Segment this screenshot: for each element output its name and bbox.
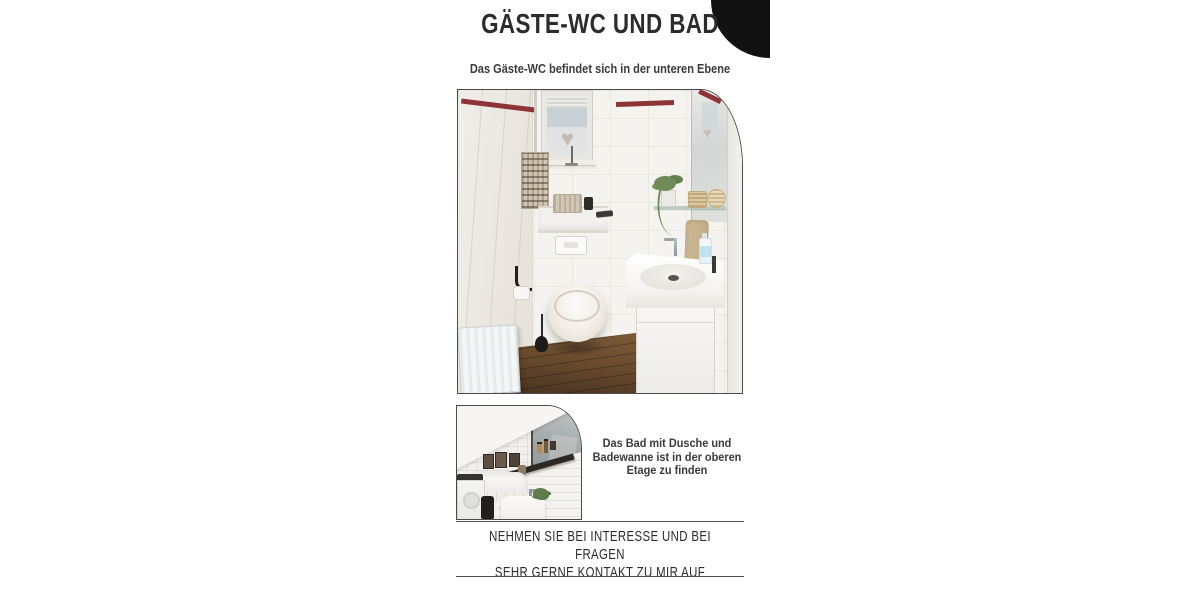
page-subtitle: Das Gäste-WC befindet sich in der unteren Ebene bbox=[469, 61, 731, 76]
laundry-basket bbox=[481, 496, 494, 519]
contact-note-line: SEHR GERNE KONTAKT ZU MIR AUF bbox=[494, 564, 706, 581]
storage-box bbox=[553, 194, 582, 213]
wall-hanging-decor bbox=[521, 152, 549, 209]
woven-jar bbox=[707, 189, 726, 208]
radiator bbox=[457, 324, 520, 394]
faucet bbox=[674, 238, 677, 256]
bathroom-caption bbox=[591, 438, 743, 479]
mirror-heart-decor: ♥ bbox=[703, 125, 712, 142]
washing-machine-door bbox=[463, 492, 480, 509]
basket bbox=[688, 191, 707, 208]
wall-picture bbox=[483, 454, 494, 469]
soap-bottle-pump bbox=[702, 233, 707, 239]
heart-decor-base bbox=[565, 163, 578, 166]
toilet-shadow bbox=[546, 340, 610, 356]
vanity-cabinet bbox=[636, 306, 715, 394]
toilet-paper-roll bbox=[513, 286, 530, 300]
toilet-brush bbox=[535, 336, 548, 352]
page-title: GÄSTE-WC UND BAD bbox=[481, 8, 719, 39]
toilet-brush-handle bbox=[541, 314, 543, 338]
caption-line: Badewanne ist in der oberen bbox=[592, 451, 742, 464]
heart-decor: ♥ bbox=[561, 126, 575, 151]
wall-pipe bbox=[534, 90, 537, 152]
door-edge bbox=[727, 90, 743, 393]
roller-shutter bbox=[547, 96, 587, 108]
perfume-bottle bbox=[544, 439, 548, 453]
cosmetic-bottle bbox=[712, 256, 716, 273]
toilet-seat bbox=[554, 290, 600, 322]
soap-dispenser-black bbox=[584, 197, 593, 210]
contact-note bbox=[463, 528, 737, 582]
perfume-bottle bbox=[550, 441, 556, 450]
soap-bottle bbox=[699, 238, 712, 264]
flush-plate bbox=[555, 236, 587, 255]
divider-bottom bbox=[456, 576, 744, 577]
caption-line: Das Bad mit Dusche und bbox=[602, 438, 732, 450]
wall-picture bbox=[495, 452, 507, 468]
contact-note-line: NEHMEN SIE BEI INTERESSE UND BEI FRAGEN bbox=[489, 528, 711, 563]
caption-line: Etage zu finden bbox=[626, 465, 708, 477]
guest-wc-photo bbox=[457, 89, 743, 394]
plant bbox=[533, 488, 549, 500]
perfume-bottle bbox=[537, 442, 542, 453]
divider-top bbox=[456, 521, 744, 522]
sink-drain bbox=[668, 275, 679, 281]
bathroom-photo bbox=[456, 405, 582, 520]
